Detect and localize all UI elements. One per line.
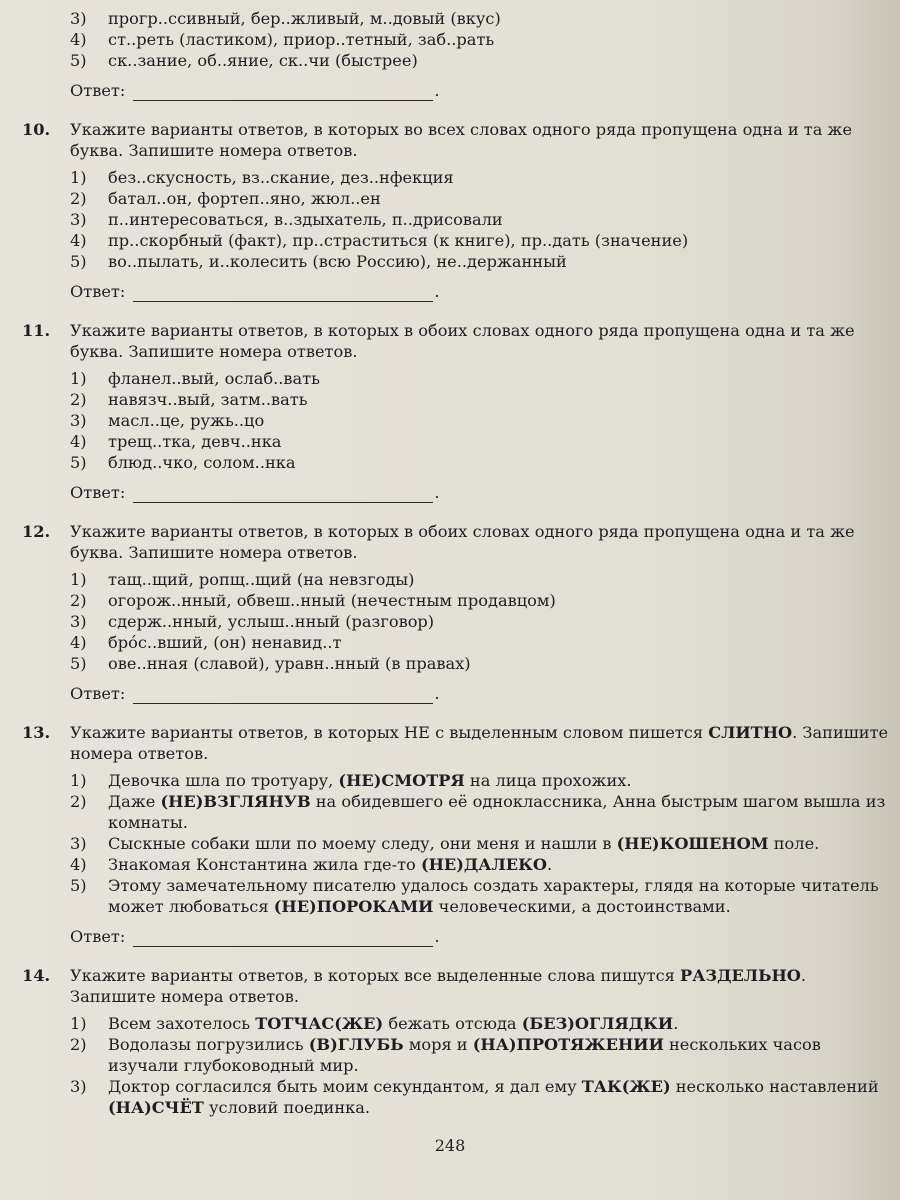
option: 2) огорож..нный, обвеш..нный (нечестным продавцом) [70,591,556,610]
task-options [22,368,894,473]
answer-label: Ответ: [70,282,126,301]
task-text: Укажите варианты ответов, в которых в обоих словах одного ряда пропущена одна и та же буква. Запишите номера ответов. [70,522,855,562]
task-text: Укажите варианты ответов, в которых все выделенные слова пишутся РАЗДЕЛЬНО. Запишите номера ответов. [70,966,807,1006]
option: 1) Всем захотелось ТОТЧАС(ЖЕ) бежать отсюда (БЕЗ)ОГЛЯДКИ. [70,1014,679,1033]
task-14 [22,965,894,1118]
option: 3) прогр..ссивный, бер..жливый, м..довый (вкус) [70,9,501,28]
option: 4) трещ..тка, девч..нка [70,432,282,451]
answer-label: Ответ: [70,927,126,946]
task-text: Укажите варианты ответов, в которых в обоих словах одного ряда пропущена одна и та же буква. Запишите номера ответов. [70,321,855,361]
task-13 [22,722,894,947]
answer-label: Ответ: [70,684,126,703]
option: 1) Девочка шла по тротуару, (НЕ)СМОТРЯ на лица прохожих. [70,771,632,790]
option: 3) Сыскные собаки шли по моему следу, они меня и нашли в (НЕ)КОШЕНОМ поле. [70,834,820,853]
option: 2) Водолазы погрузились (В)ГЛУБЬ моря и (НА)ПРОТЯЖЕНИИ нескольких часов изучали глубоководный мир. [70,1035,821,1075]
page-number: 248 [434,1136,466,1155]
task-text: Укажите варианты ответов, в которых во всех словах одного ряда пропущена одна и та же буква. Запишите номера ответов. [70,120,853,160]
option: 3) п..интересоваться, в..здыхатель, п..дрисовали [70,210,503,229]
option: 2) батал..он, фортеп..яно, жюл..ен [70,189,381,208]
task-number: 12. [22,522,51,541]
task-options [22,569,894,674]
option: 5) во..пылать, и..колесить (всю Россию), не..держанный [70,252,567,271]
answer-field: Ответ: . [70,81,440,100]
task-options [22,167,894,272]
option: 5) блюд..чко, солом..нка [70,453,296,472]
task-text: Укажите варианты ответов, в которых НЕ с выделенным словом пишется СЛИТНО. Запишите номера ответов. [70,723,889,763]
option: 5) ск..зание, об..яние, ск..чи (быстрее) [70,51,418,70]
option: 1) тащ..щий, ропщ..щий (на невзгоды) [70,570,415,589]
option: 4) пр..скорбный (факт), пр..страститься (к книге), пр..дать (значение) [70,231,689,250]
option: 2) навязч..вый, затм..вать [70,390,308,409]
task-12 [22,521,894,704]
option: 4) Знакомая Константина жила где-то (НЕ)ДАЛЕКО. [70,855,553,874]
option: 2) Даже (НЕ)ВЗГЛЯНУВ на обидевшего её одноклассника, Анна быстрым шагом вышла из комнаты. [70,792,886,832]
answer-field: Ответ: . [70,684,440,703]
task-11 [22,320,894,503]
option: 3) сдерж..нный, услыш..нный (разговор) [70,612,435,631]
option: 4) ст..реть (ластиком), приор..тетный, заб..рать [70,30,495,49]
answer-field: Ответ: . [70,282,440,301]
option: 4) брóс..вший, (он) ненавид..т [70,633,342,652]
option: 1) фланел..вый, ослаб..вать [70,369,320,388]
answer-line[interactable] [133,689,433,704]
task-number: 13. [22,723,51,742]
task-number: 11. [22,321,51,340]
answer-line[interactable] [133,86,433,101]
answer-field: Ответ: . [70,483,440,502]
option: 3) Доктор согласился быть моим секундантом, я дал ему ТАК(ЖЕ) несколько наставлений (НА)СЧЁТ условий поединка. [70,1077,879,1117]
answer-label: Ответ: [70,81,126,100]
answer-line[interactable] [133,287,433,302]
option: 1) без..скусность, вз..скание, дез..нфекция [70,168,454,187]
task-number: 10. [22,120,51,139]
task-number: 14. [22,966,51,985]
task-options [22,1013,894,1118]
option: 5) ове..нная (славой), уравн..нный (в правах) [70,654,471,673]
option: 3) масл..це, ружь..цо [70,411,265,430]
task-options [22,770,894,917]
task9-options [22,8,894,71]
answer-field: Ответ: . [70,927,440,946]
task-10 [22,119,894,302]
answer-line[interactable] [133,932,433,947]
answer-line[interactable] [133,488,433,503]
page-content [22,8,894,1118]
answer-label: Ответ: [70,483,126,502]
option: 5) Этому замечательному писателю удалось создать характеры, глядя на которые читатель может любоваться (НЕ)ПОРОКАМИ человеческими, а достоинствами. [70,876,879,916]
